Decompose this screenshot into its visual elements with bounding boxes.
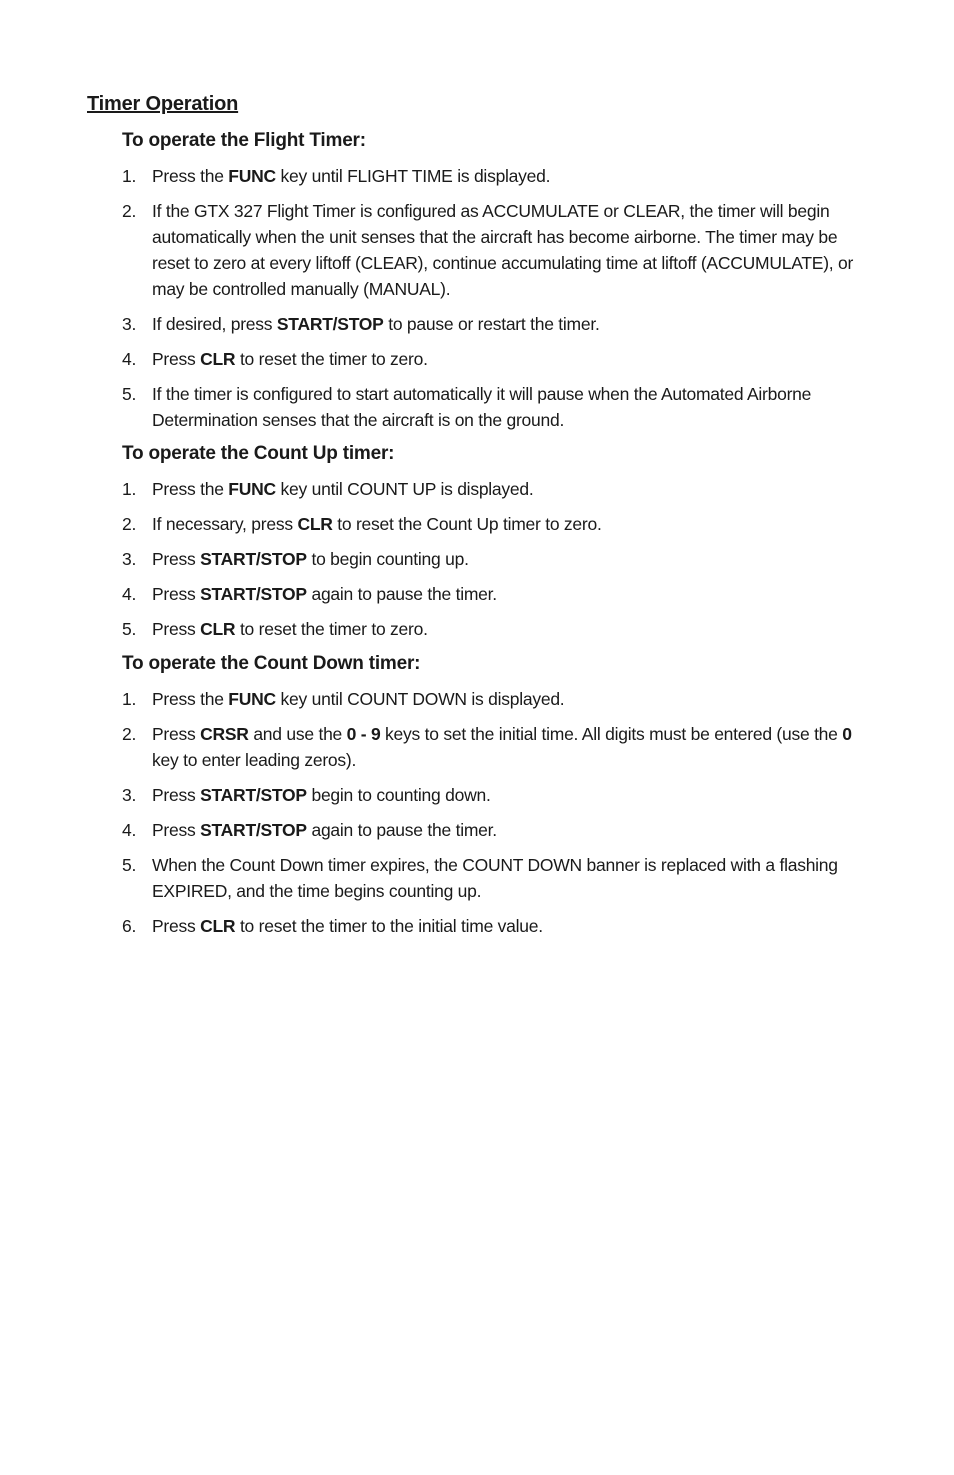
step-item (122, 721, 867, 773)
key-name: FUNC (228, 689, 276, 709)
step-number: 1. (122, 689, 137, 709)
step-text: to pause or restart the timer. (383, 314, 600, 334)
step-number: 3. (122, 549, 137, 569)
step-item (122, 381, 867, 433)
step-text: keys to set the initial time. All digits must be entered (use the (380, 724, 843, 744)
step-text: begin to counting down. (306, 785, 491, 805)
step-item (122, 546, 867, 572)
step-number: 5. (122, 384, 137, 404)
section-heading: To operate the Flight Timer: (122, 130, 366, 151)
step-text: Press (152, 724, 201, 744)
step-number: 4. (122, 820, 137, 840)
step-item (122, 852, 867, 904)
step-item (122, 817, 867, 843)
count-up-section (122, 441, 867, 651)
step-text: Press (152, 584, 201, 604)
step-text: Press (152, 785, 201, 805)
step-item (122, 581, 867, 607)
step-item (122, 346, 867, 372)
step-text: to begin counting up. (306, 549, 469, 569)
step-list (122, 163, 867, 433)
key-name: 0 (842, 724, 852, 744)
step-text: Press the (152, 479, 229, 499)
step-text: key until COUNT DOWN is displayed. (275, 689, 565, 709)
step-item (122, 782, 867, 808)
flight-timer-section (122, 128, 867, 442)
step-text: Press (152, 619, 201, 639)
step-text: and use the (248, 724, 347, 744)
step-item (122, 163, 867, 189)
step-text: If the GTX 327 Flight Timer is configured as ACCUMULATE or CLEAR, the timer will begin automatically when the unit senses that the aircraft has become airborne. The timer may be reset to zero at every liftoff (CLEAR), continue accumulating time at liftoff (ACCUMULATE), or may be controlled manually (MANUAL). (152, 201, 854, 299)
step-text: When the Count Down timer expires, the COUNT DOWN banner is replaced with a flashing EXPIRED, and the time begins counting up. (152, 855, 838, 901)
step-text: to reset the timer to the initial time value. (235, 916, 543, 936)
step-list (122, 686, 867, 939)
key-name: CLR (200, 619, 236, 639)
step-item (122, 616, 867, 642)
key-name: CRSR (200, 724, 249, 744)
step-text: Press the (152, 166, 229, 186)
count-down-section (122, 651, 867, 948)
step-text: again to pause the timer. (306, 584, 497, 604)
key-name: START/STOP (200, 549, 307, 569)
step-text: If desired, press (152, 314, 277, 334)
step-text: Press (152, 820, 201, 840)
key-name: START/STOP (200, 820, 307, 840)
step-text: key until FLIGHT TIME is displayed. (275, 166, 551, 186)
key-name: FUNC (228, 479, 276, 499)
key-name: START/STOP (276, 314, 384, 334)
step-number: 3. (122, 785, 137, 805)
step-text: to reset the timer to zero. (235, 619, 428, 639)
page-title: Timer Operation (87, 93, 239, 115)
step-text: Press (152, 349, 201, 369)
step-number: 5. (122, 855, 137, 875)
step-number: 1. (122, 479, 137, 499)
step-number: 2. (122, 514, 137, 534)
key-name: 0 - 9 (346, 724, 381, 744)
key-name: CLR (200, 916, 236, 936)
step-item (122, 686, 867, 712)
step-number: 6. (122, 916, 137, 936)
step-text: If necessary, press (152, 514, 298, 534)
key-name: CLR (200, 349, 236, 369)
step-item (122, 913, 867, 939)
step-item (122, 476, 867, 502)
key-name: FUNC (228, 166, 276, 186)
step-number: 5. (122, 619, 137, 639)
step-text: again to pause the timer. (306, 820, 497, 840)
step-item (122, 198, 867, 302)
step-text: Press the (152, 689, 229, 709)
step-number: 2. (122, 201, 137, 221)
step-text: to reset the Count Up timer to zero. (332, 514, 602, 534)
step-item (122, 511, 867, 537)
step-item (122, 311, 867, 337)
step-number: 2. (122, 724, 137, 744)
section-heading: To operate the Count Up timer: (122, 443, 395, 464)
step-text: key to enter leading zeros). (152, 750, 357, 770)
section-heading: To operate the Count Down timer: (122, 653, 421, 674)
step-number: 4. (122, 349, 137, 369)
step-text: If the timer is configured to start automatically it will pause when the Automated Airborne Determination senses that the aircraft is on the ground. (152, 384, 812, 430)
step-number: 1. (122, 166, 137, 186)
step-number: 4. (122, 584, 137, 604)
step-text: to reset the timer to zero. (235, 349, 428, 369)
step-text: Press (152, 549, 201, 569)
step-text: key until COUNT UP is displayed. (275, 479, 534, 499)
key-name: CLR (297, 514, 333, 534)
step-number: 3. (122, 314, 137, 334)
step-text: Press (152, 916, 201, 936)
key-name: START/STOP (200, 785, 307, 805)
key-name: START/STOP (200, 584, 307, 604)
step-list (122, 476, 867, 642)
